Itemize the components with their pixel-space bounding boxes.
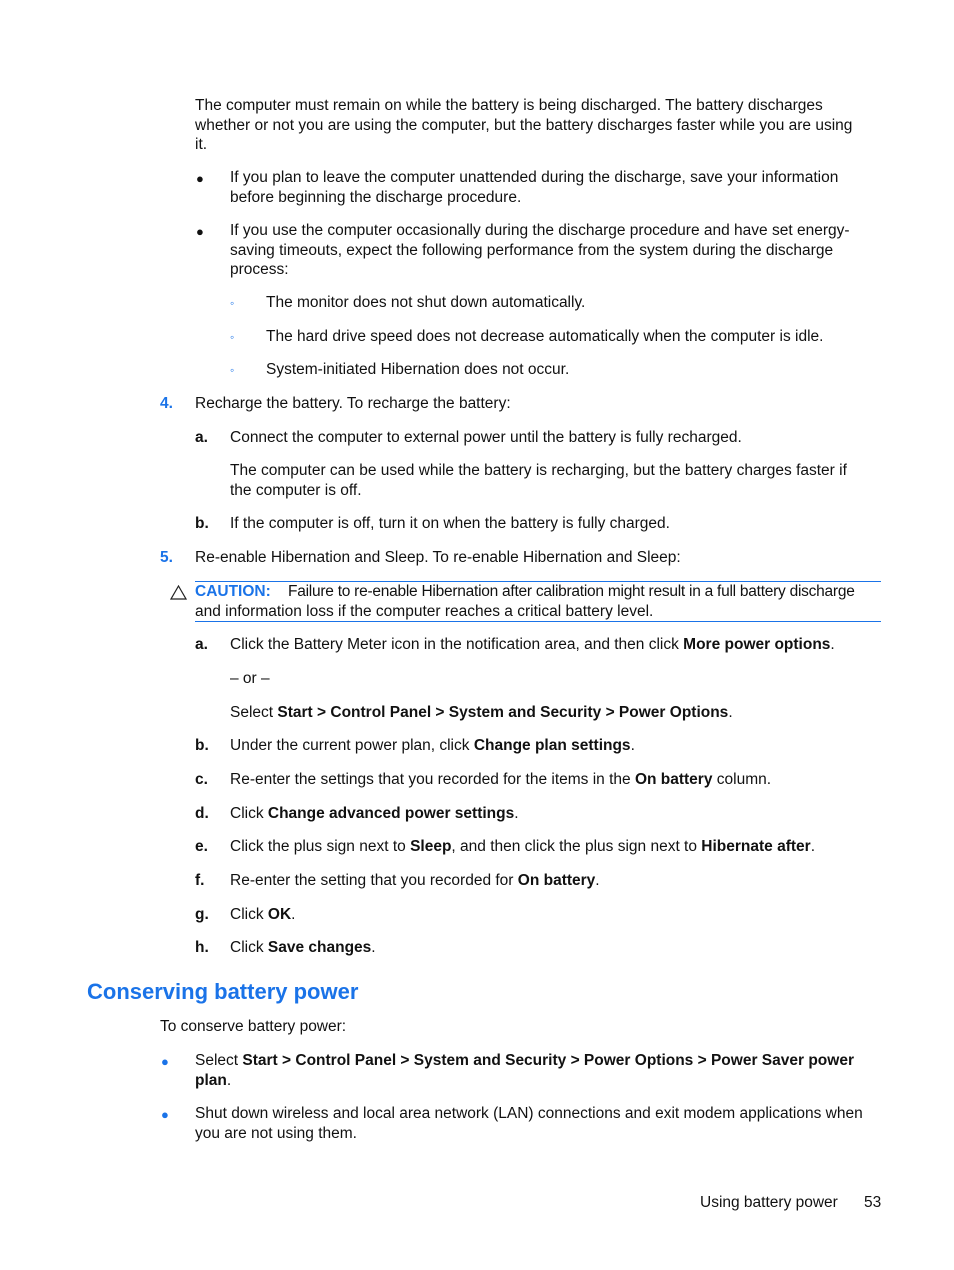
- footer-title: Using battery power: [700, 1194, 838, 1211]
- note-line: the computer is off.: [230, 481, 362, 499]
- text-span: .: [371, 939, 376, 956]
- ui-path: plan: [195, 1071, 227, 1089]
- bullet-icon: ●: [161, 1054, 169, 1069]
- step-number: 5.: [160, 549, 173, 566]
- intro-line: it.: [195, 136, 208, 153]
- substep-text: [230, 770, 771, 790]
- text-span: Click the plus sign next to: [230, 838, 411, 855]
- substep-text: [230, 837, 815, 857]
- text-span: Under the current power plan, click: [230, 737, 474, 754]
- text-span: column.: [712, 771, 772, 788]
- hollow-bullet-icon: ◦: [230, 330, 235, 344]
- ui-term: Save changes: [267, 939, 372, 956]
- alternative-separator: – or –: [230, 670, 270, 687]
- ui-term: OK: [267, 906, 292, 923]
- caution-box: [195, 582, 881, 621]
- text-span: Click: [230, 805, 268, 822]
- substep-text: [230, 703, 733, 723]
- list-item-line: saving timeouts, expect the following performance from the system during the discharge: [230, 241, 834, 259]
- ui-term: More power options: [683, 636, 831, 653]
- substep-label: e.: [195, 838, 208, 855]
- ui-term: Sleep: [410, 838, 452, 855]
- ui-term: On battery: [634, 771, 713, 788]
- intro-line: The computer must remain on while the battery is being discharged. The battery discharges: [195, 97, 823, 114]
- substep-text: [230, 635, 835, 655]
- text-span: Select: [195, 1052, 243, 1069]
- hollow-bullet-icon: ◦: [230, 296, 235, 310]
- text-span: Click the Battery Meter icon in the notification area, and then click: [230, 636, 684, 653]
- step-number: 4.: [160, 395, 173, 412]
- substep-label: a.: [195, 429, 208, 446]
- substep-text: [230, 871, 600, 891]
- substep-text: [230, 736, 635, 756]
- text-span: .: [810, 838, 816, 855]
- list-item-line: If you plan to leave the computer unattended during the discharge, save your information: [230, 169, 839, 186]
- section-intro: To conserve battery power:: [160, 1018, 347, 1035]
- text-span: .: [830, 636, 835, 653]
- sub-list-item: The monitor does not shut down automatically.: [266, 294, 586, 311]
- page-number: 53: [864, 1194, 882, 1211]
- substep-text: If the computer is off, turn it on when the battery is fully charged.: [230, 515, 670, 532]
- substep-text: Connect the computer to external power until the battery is fully recharged.: [230, 429, 742, 446]
- bullet-icon: ●: [196, 224, 204, 239]
- text-span: .: [630, 737, 635, 754]
- substep-label: f.: [195, 872, 205, 889]
- text-span: .: [595, 872, 600, 889]
- intro-line: whether or not you are using the computer, but the battery discharges faster while you are using: [195, 116, 853, 134]
- ui-term: On battery: [517, 872, 596, 889]
- substep-label: g.: [195, 906, 209, 923]
- step-text: Recharge the battery. To recharge the battery:: [195, 395, 511, 412]
- bullet-icon: ●: [196, 171, 204, 186]
- ui-term: Hibernate after: [701, 838, 811, 855]
- step-text: Re-enable Hibernation and Sleep. To re-enable Hibernation and Sleep:: [195, 549, 681, 566]
- caution-bottom-rule: [195, 621, 881, 622]
- bullet-icon: ●: [161, 1107, 169, 1122]
- text-span: Click: [230, 906, 268, 923]
- substep-text: [230, 905, 295, 925]
- list-item-line: [195, 1071, 854, 1091]
- substep-label: h.: [195, 939, 209, 956]
- ui-term: Change plan settings: [473, 737, 631, 754]
- sub-list-item: System-initiated Hibernation does not occur.: [266, 361, 570, 378]
- substep-text: [230, 938, 376, 958]
- list-item: [230, 168, 838, 207]
- text-span: .: [226, 1071, 232, 1089]
- substep-label: b.: [195, 515, 209, 532]
- intro-paragraph: [195, 96, 852, 155]
- warning-triangle-icon: [170, 585, 187, 600]
- list-item-line: process:: [230, 261, 289, 278]
- hollow-bullet-icon: ◦: [230, 363, 235, 377]
- list-item-line: you are not using them.: [195, 1124, 357, 1142]
- ui-path: Start > Control Panel > System and Security > Power Options: [277, 704, 729, 721]
- text-span: Select: [230, 704, 278, 721]
- caution-label: CAUTION:: [195, 583, 271, 600]
- text-span: Re-enter the setting that you recorded for: [230, 872, 518, 889]
- list-item-line: Shut down wireless and local area network (LAN) connections and exit modem applications when: [195, 1105, 863, 1122]
- text-span: .: [728, 704, 733, 721]
- substep-label: c.: [195, 771, 208, 788]
- ui-term: Change advanced power settings: [267, 805, 515, 822]
- caution-line: [195, 582, 881, 602]
- list-item-line: [195, 1051, 854, 1071]
- ui-path: Start > Control Panel > System and Security > Power Options > Power Saver power: [242, 1052, 854, 1069]
- text-span: Re-enter the settings that you recorded for the items in the: [230, 771, 635, 788]
- list-item-line: before beginning the discharge procedure.: [230, 188, 522, 206]
- substep-label: d.: [195, 805, 209, 822]
- section-heading: Conserving battery power: [87, 979, 359, 1004]
- caution-line: and information loss if the computer reaches a critical battery level.: [195, 602, 654, 620]
- substep-note: [230, 461, 847, 500]
- substep-label: a.: [195, 636, 208, 653]
- note-line: The computer can be used while the battery is recharging, but the battery charges faster if: [230, 462, 847, 479]
- list-item: [230, 221, 850, 280]
- text-span: , and then click the plus sign next to: [451, 838, 702, 855]
- substep-text: [230, 804, 519, 824]
- list-item-line: If you use the computer occasionally during the discharge procedure and have set energy-: [230, 222, 850, 239]
- list-item: [195, 1051, 854, 1090]
- caution-text: Failure to re-enable Hibernation after calibration might result in a full battery discharge: [288, 583, 855, 600]
- list-item: [195, 1104, 863, 1143]
- substep-label: b.: [195, 737, 209, 754]
- text-span: .: [291, 906, 296, 923]
- text-span: .: [514, 805, 519, 822]
- text-span: Click: [230, 939, 268, 956]
- sub-list-item: The hard drive speed does not decrease automatically when the computer is idle.: [266, 328, 824, 345]
